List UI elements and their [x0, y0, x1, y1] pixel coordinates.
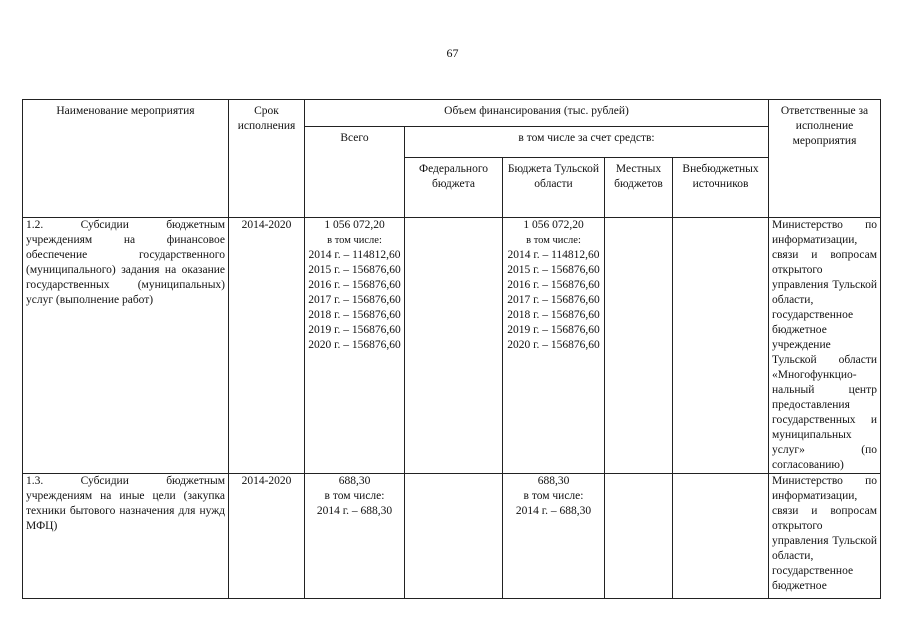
amount-line: 2014 г. – 114812,60 [308, 249, 401, 261]
amount-line: 688,30 [338, 475, 371, 487]
amount-line: 2018 г. – 156876,60 [308, 309, 401, 321]
amount-line: 2016 г. – 156876,60 [308, 279, 401, 291]
amount-line: 2014 г. – 688,30 [515, 505, 592, 517]
financing-table [22, 99, 881, 599]
amount-line: 2019 г. – 156876,60 [308, 324, 401, 336]
amount-line: в том числе: [526, 235, 581, 246]
header-total: Всего [305, 127, 405, 218]
row-federal [405, 218, 503, 474]
table-row [23, 218, 881, 474]
amount-line: 2015 г. – 156876,60 [507, 264, 600, 276]
amount-line: 1 056 072,20 [523, 219, 584, 231]
header-name: Наименование мероприятия [23, 100, 229, 218]
amount-line: 1 056 072,20 [324, 219, 385, 231]
header-term: Срок исполнения [229, 100, 305, 218]
header-federal: Федерального бюджета [405, 158, 503, 218]
row-responsible: Министерство по информатизации, связи и вопросам открытого управления Тульской области, государственное бюджетное учреждение Тульской области «Многофункцио-нальный центр предоставления государственных и муниципальных услуг» (по согласованию) [769, 218, 881, 474]
amount-line: 2020 г. – 156876,60 [507, 339, 600, 351]
row-responsible: Министерство по информатизации, связи и вопросам открытого управления Тульской области, государственное бюджетное [769, 474, 881, 599]
amount-line: 2015 г. – 156876,60 [308, 264, 401, 276]
row-regional [503, 218, 605, 474]
header-volume: Объем финансирования (тыс. рублей) [305, 100, 769, 127]
amount-line: 2018 г. – 156876,60 [507, 309, 600, 321]
amount-line: в том числе: [327, 235, 382, 246]
amount-line: 2019 г. – 156876,60 [507, 324, 600, 336]
row-local [605, 218, 673, 474]
amount-line: 2017 г. – 156876,60 [507, 294, 600, 306]
row-total [305, 474, 405, 599]
row-extra [673, 474, 769, 599]
header-extra: Внебюджетных источников [673, 158, 769, 218]
table-row [23, 474, 881, 599]
row-term: 2014-2020 [229, 474, 305, 599]
page-number: 67 [446, 46, 459, 60]
row-regional [503, 474, 605, 599]
row-name: 1.2. Субсидии бюджетным учреждениям на финансовое обеспечение государственного (муниципального) задания на оказание государственных (муниципальных) услуг (выполнение работ) [23, 218, 229, 474]
header-responsible: Ответственные за исполнение мероприятия [769, 100, 881, 218]
row-local [605, 474, 673, 599]
header-local: Местных бюджетов [605, 158, 673, 218]
amount-line: 2017 г. – 156876,60 [308, 294, 401, 306]
amount-line: в том числе: [324, 490, 385, 502]
row-name: 1.3. Субсидии бюджетным учреждениям на иные цели (закупка техники бытового назначения для нужд МФЦ) [23, 474, 229, 599]
header-regional: Бюджета Тульской области [503, 158, 605, 218]
amount-line: 2016 г. – 156876,60 [507, 279, 600, 291]
amount-line: в том числе: [523, 490, 584, 502]
header-incl: в том числе за счет средств: [405, 127, 769, 158]
row-total [305, 218, 405, 474]
amount-line: 688,30 [537, 475, 570, 487]
row-extra [673, 218, 769, 474]
row-term: 2014-2020 [229, 218, 305, 474]
amount-line: 2020 г. – 156876,60 [308, 339, 401, 351]
amount-line: 2014 г. – 114812,60 [507, 249, 600, 261]
row-federal [405, 474, 503, 599]
amount-line: 2014 г. – 688,30 [316, 505, 393, 517]
